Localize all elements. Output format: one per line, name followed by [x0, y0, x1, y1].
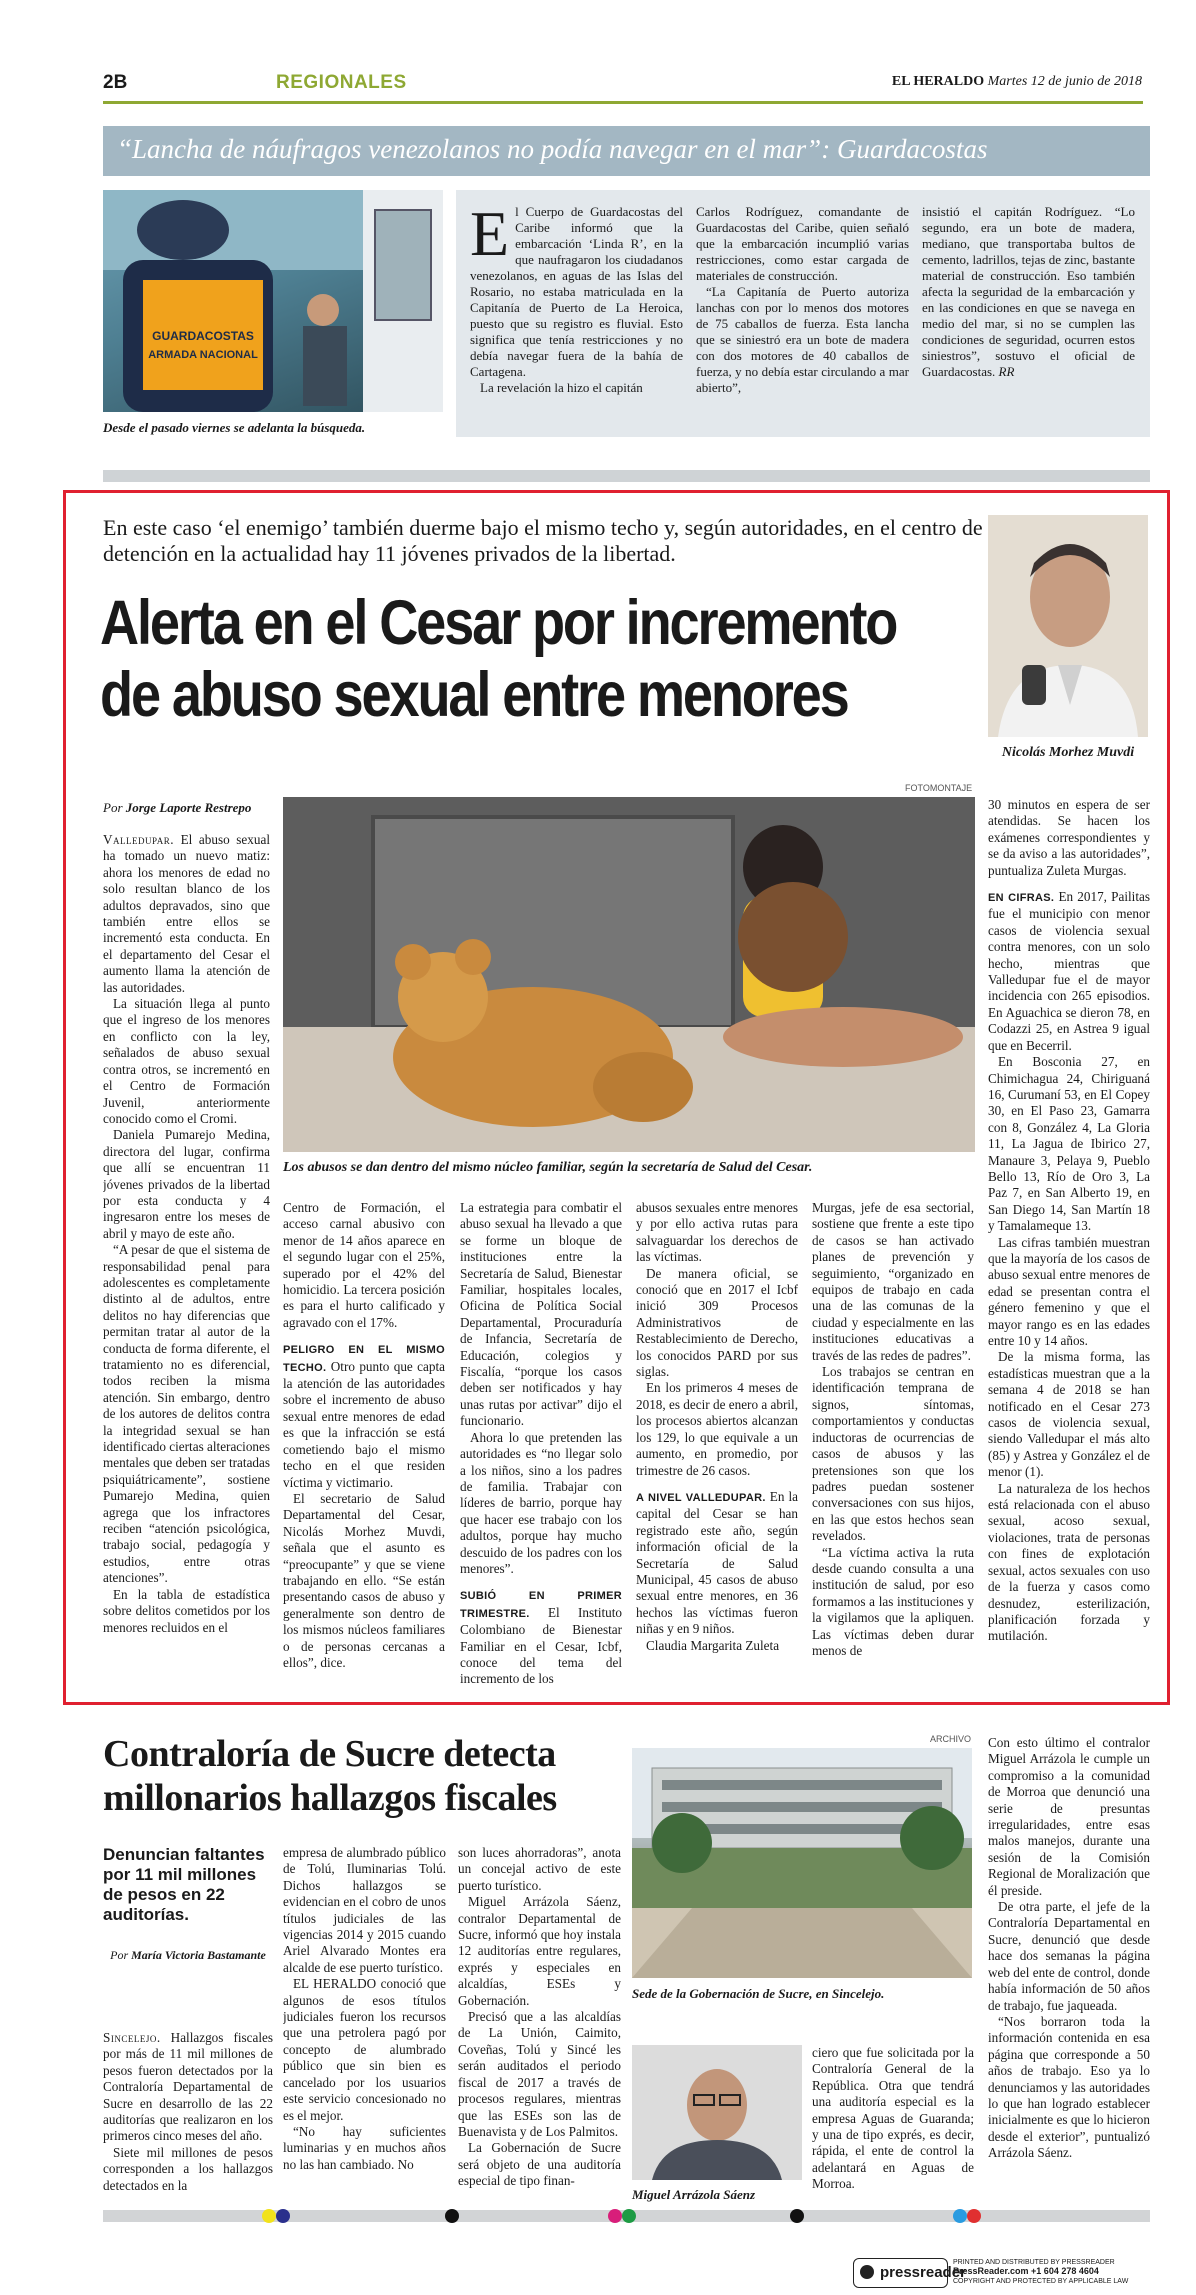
paper-name: EL HERALDO: [891, 74, 985, 89]
story3-c2-p3: “No hay suficientes luminarias y en muchos años no las han cambiado. No: [283, 2123, 446, 2172]
story3-column-2: [283, 1845, 446, 2200]
story2-column-4: [636, 1200, 798, 1694]
story2-photo-credit: FOTOMONTAJE: [905, 783, 973, 793]
story2-portrait: [988, 515, 1148, 737]
story3-c4-p1: ciero que fue solicitada por la Contraloría General de la República. Otra que tendrá una auditoría especial es la empresa Aguas de Guaranda; y una de tipo exprés, es decir, rápida, el ente de control la adelantará en Aguas de Morroa.: [812, 2045, 974, 2192]
story2-c1-p1: El abuso sexual ha tomado un nuevo matiz: ahora los menores de edad no solo resultan blanco de los adultos depravados, sino que también entre ellos se incrementó esta conducta. En el departamento del Cesar el aumento llama la atención de las autoridades.: [103, 832, 270, 995]
story1-text-box: [456, 190, 1150, 437]
story2-c4-p1: abusos sexuales entre menores y por ello activa rutas para salvaguardar los derechos de las víctimas.: [636, 1200, 798, 1265]
story2-c1-p3: Daniela Pumarejo Medina, directora del lugar, confirma que allí se encuentran 11 jóvenes privados de la libertad por esta conducta y 4 ingresaron entre los meses de abril y mayo de este año.: [103, 1127, 270, 1241]
story3-column-3: [458, 1845, 621, 2200]
story2-c1-p2: La situación llega al punto que el ingreso de los menores en conflicto con la ley, señalados de abuso sexual contra otros, se incrementó en el Centro de Formación Juvenil, anteriormente conocido como el Cromi.: [103, 996, 270, 1126]
byline-prefix: Por: [103, 800, 123, 815]
story2-c6-p5: De la misma forma, las estadísticas muestran que a la semana 4 de 2018 se han notificado en el Cesar 273 casos de violencia sexual, siendo Valledupar el más alto (85) y Astrea y González el de menor (1).: [988, 1349, 1150, 1480]
story3-headline: [103, 1732, 643, 1820]
story2-column-1: [103, 832, 270, 1694]
story3-headline-line1: Contraloría de Sucre detecta: [103, 1733, 556, 1775]
story3-c3-p4: La Gobernación de Sucre será objeto de una auditoría especial de tipo finan-: [458, 2140, 621, 2189]
registration-mark-green: [622, 2209, 636, 2223]
story2-c3-p3: El Instituto Colombiano de Bienestar Familiar en el Cesar, Icbf, conoce del tema del incremento de los: [460, 1604, 622, 1687]
story2-c1-p4: “A pesar de que el sistema de responsabilidad penal para adolescentes es completamente distinto al de adultos, entre delitos no hay diferencias que permitan tratar al autor de la conducta de forma diferente, el tratamiento no es diferencial, todos reciben la misma atención. Sin embargo, dentro de los autores de delitos contra la integridad sexual se han identificado ciertas alteraciones mentales que deben ser tratadas psiquiátricamente”, sostiene Pumarejo Medina, quien agrega que los infractores reciben “atención psicológica, trabajo social, pedagogía y estudios, entre otras atenciones”.: [103, 1242, 270, 1586]
story2-c4-p3: En los primeros 4 meses de 2018, es decir de enero a abril, los procesos abiertos alcanzan los 129, lo que equivale a un aumento, en promedio, por trimestre de 26 casos.: [636, 1380, 798, 1478]
story2-deck: En este caso ‘el enemigo’ también duerme bajo el mismo techo y, según autoridades, en el centro de detención en la actualidad hay 11 jóvenes privados de la libertad.: [103, 515, 983, 566]
portrait-illustration: [988, 515, 1148, 737]
dateline: Sincelejo.: [103, 2030, 161, 2045]
issue-date: Martes 12 de junio de 2018: [987, 74, 1142, 89]
story1-headline: “Lancha de náufragos venezolanos no podía navegar en el mar”: Guardacostas: [103, 126, 1150, 176]
story2-c4-p2: De manera oficial, se conoció que en 2017 el Icbf inició 309 Procesos Administrativos de Restablecimiento de Derecho, los conocidos PARD por sus siglas.: [636, 1265, 798, 1380]
registration-mark-red: [967, 2209, 981, 2223]
pressreader-line1: PRINTED AND DISTRIBUTED BY PRESSREADER: [953, 2259, 1115, 2266]
story2-c6-p4: Las cifras también muestran que la mayoría de los casos de abuso sexual entre menores de edad se presentan contra el género femenino y que el mayor rango es en las edades entre 10 y 14 años.: [988, 1234, 1150, 1348]
story2-photo-caption: Los abusos se dan dentro del mismo núcleo familiar, según la secretaría de Salud del Cesar.: [283, 1160, 813, 1175]
story2-column-5: [812, 1200, 974, 1694]
story1-photo-caption: Desde el pasado viernes se adelanta la búsqueda.: [103, 420, 366, 435]
story2-c2-p3: El secretario de Salud Departamental del Cesar, Nicolás Morhez Muvdi, señala que el asunto es “preocupante” y que se viene trabajando en ello. “Se están presentando casos de abuso y generalmente son dentro de los mismos núcleos familiares o de personas cercanas a ellos”, dice.: [283, 1490, 445, 1670]
pressreader-line3: COPYRIGHT AND PROTECTED BY APPLICABLE LAW: [953, 2278, 1129, 2285]
official-portrait-illustration: [632, 2045, 802, 2180]
story2-c4-p4: En la capital del Cesar se han registrado este año, según información oficial de la Secretaría de Salud Municipal, 45 casos de abuso sexual entre menores, en 36 hechos las víctimas fueron niñas y en 9 niños.: [636, 1488, 798, 1637]
story1-column-2: [696, 204, 909, 396]
story2-column-2: [283, 1200, 445, 1694]
subhead-valledupar: A NIVEL VALLEDUPAR.: [636, 1491, 766, 1504]
story2-c5-p2: Los trabajos se centran en identificación temprana de signos, síntomas, comportamientos y conductas inductoras de ocurrencias de casos de abusos y las pretensiones son que los padres puedan sostener conversaciones con sus hijos, en las que estos hechos sean revelados.: [812, 1364, 974, 1544]
pressreader-notice: [953, 2258, 1153, 2286]
section-name: REGIONALES: [276, 72, 407, 93]
story1-column-1: [470, 198, 683, 396]
byline-prefix: Por: [110, 1948, 129, 1962]
story2-c5-p3: “La víctima activa la ruta desde cuando consulta a una institución de salud, por eso formamos a las instituciones y la vigilamos que la apliquen. Las víctimas deben durar menos de: [812, 1544, 974, 1658]
story2-headline-line2: de abuso sexual entre menores: [100, 660, 848, 730]
story3-c3-p1: son luces ahorradoras”, anota un concejal activo de este puerto turístico.: [458, 1845, 621, 1893]
story2-headline: [100, 587, 897, 731]
story1-col1-text-b: La revelación la hizo el capitán: [480, 380, 643, 395]
subhead-subio: SUBIÓ EN PRIMER TRIMESTRE.: [460, 1590, 622, 1620]
story2-c6-p2: En 2017, Pailitas fue el municipio con menor casos de violencia sexual contra menores, con un solo hecho, mientras que Valledupar fue el de mayor incidencia con 265 episodios. En Aguachica se dieron 78, en Codazzi 25, en Astrea 9 igual que en Becerril.: [988, 889, 1150, 1053]
story2-column-3: [460, 1200, 622, 1694]
page-number: 2B: [103, 72, 128, 93]
teddy-bear-illustration: [283, 797, 975, 1152]
subhead-cifras: EN CIFRAS.: [988, 892, 1055, 905]
story3-column-5: [988, 1735, 1150, 2200]
registration-mark-magenta: [608, 2209, 622, 2223]
byline-author: Jorge Laporte Restrepo: [125, 800, 252, 815]
story2-column-6: [988, 797, 1150, 1694]
story2-c3-p2: Ahora lo que pretenden las autoridades es “no llegar solo a los niños, sino a los padres de familia. Trabajar con líderes de barrio, porque hay que hacer ese trabajo con los adultos, porque hay mucho descuido de los padres con los menores”.: [460, 1429, 622, 1576]
story2-c6-p6: La naturaleza de los hechos está relacionada con el abuso sexual, acoso sexual, violaciones, trata de personas con fines de explotación sexual, actos sexuales con uso de la fuerza y casos como desnudez, esterilización, planificación forzada y mutilación.: [988, 1480, 1150, 1644]
story3-c3-p3: Precisó que a las alcaldías de La Unión, Caimito, Coveñas, Tolú y Sincé les serán auditados el periodo fiscal de 2017 a través de procesos regulares, mientras que las ESEs son las de Buenavista y de Los Palmitos.: [458, 2009, 621, 2139]
story1-photo: [103, 190, 443, 412]
story2-c2-p2: Otro punto que capta la atención de las autoridades sobre el incremento de abuso sexual entre menores de edad es que la infracción se está cometiendo bajo el mismo techo en el que residen víctima y victimario.: [283, 1358, 445, 1490]
pressreader-line2: PressReader.com +1 604 278 4604: [953, 2266, 1099, 2276]
byline-author: María Victoria Bastamante: [131, 1948, 266, 1962]
registration-mark-blue: [276, 2209, 290, 2223]
story3-headline-line2: millonarios hallazgos fiscales: [103, 1777, 557, 1819]
story1-col3-text: insistió el capitán Rodríguez. “Lo segundo, era un bote de madera, mediano, que transportaba bultos de cemento, ladrillos, tejas de zinc, bastante material de construcción. Eso también afecta la seguridad de la embarcación y en las condiciones en que se navega en medio del mar, si no se cumplen las condiciones de seguridad, ocurren estos siniestros”, sostuvo el oficial de Guardacostas.: [922, 204, 1135, 379]
story3-column-1: [103, 2030, 273, 2200]
story2-portrait-caption: Nicolás Morhez Muvdi: [1001, 745, 1135, 760]
pressreader-logo: pressreader: [853, 2258, 948, 2288]
story2-c4-p5: Claudia Margarita Zuleta: [646, 1637, 780, 1653]
story3-column-4: [812, 2045, 974, 2200]
story1-col1-text: l Cuerpo de Guardacostas del Caribe informó que la embarcación ‘Linda R’, en la que naufragaron los ciudadanos venezolanos, en aguas de las Islas del Rosario, no estaba matriculada en la Capitanía de Puerto de La Heroica, puesto que su registro es fluvial. Esto significa que tenía restricciones y no debía navegar fuera de la bahía de Cartagena.: [470, 204, 683, 379]
story3-c2-p1: empresa de alumbrado público de Tolú, Iluminarias Tolú. Dichos hallazgos se evidencian en el cobro de unos títulos judiciales de las vigencias 2014 y 2015 cuando Ariel Alvarado Montes era alcalde de ese puerto turístico.: [283, 1845, 446, 1975]
subhead-peligro: PELIGRO EN EL MISMO TECHO.: [283, 1344, 445, 1374]
story2-c3-p1: La estrategia para combatir el abuso sexual ha llevado a que se forme un bloque de instituciones entre la Secretaría de Salud, Bienestar Familiar, hospitales locales, Oficina de Política Social Departamental, Procuraduría de Infancia, Secretaría de Educación, colegios y Fiscalía, “porque los casos deben ser notificados y hay unas rutas por activar” dijo el funcionario.: [460, 1200, 622, 1429]
registration-mark-yellow: [262, 2209, 276, 2223]
vest-text-line2: ARMADA NACIONAL: [148, 349, 258, 361]
story2-c5-p1: Murgas, jefe de esa sectorial, sostiene que frente a este tipo de casos se han activado planes de prevención y seguimiento, “organizado en equipos de trabajo en cada una de las comunas de la ciudad y especialmente en las instituciones educativas a través de las redes de padres”.: [812, 1200, 974, 1363]
story3-byline: [103, 1948, 273, 1963]
story-separator: [103, 470, 1150, 482]
story3-c5-p2: De otra parte, el jefe de la Contraloría Departamental en Sucre, denunció que desde hace dos semanas la página web del ente de control, donde había información de 50 años de trabajo, fue jaqueada.: [988, 1899, 1150, 2013]
story3-photo-credit: ARCHIVO: [930, 1734, 972, 1744]
story3-c2-p2: EL HERALDO conoció que algunos de esos títulos judiciales fueron los recursos que una petrolera pagó por concepto de alumbrado público que sin bien es cancelado por los usuarios este servicio concesionado no es el mejor.: [283, 1976, 446, 2123]
story1-col2-text: Carlos Rodríguez, comandante de Guardacostas del Caribe, quien señaló que la embarcación incumplió varias restricciones, como estar cargada de materiales de construcción.: [696, 204, 909, 283]
story3-photo-caption: Sede de la Gobernación de Sucre, en Sincelejo.: [632, 1986, 885, 2001]
story1-signature: RR: [998, 364, 1015, 379]
story3-portrait-caption: Miguel Arrázola Sáenz: [632, 2187, 756, 2202]
story3-c1-p1: Hallazgos fiscales por más de 11 mil millones de pesos fueron detectados por la Contraloría Departamental de Sucre en desarrollo de las 22 auditorías que realizaron en los primeros cinco meses del año.: [103, 2030, 273, 2144]
header-rule: [103, 101, 1143, 104]
story3-c5-p1: Con esto último el contralor Miguel Arrázola le cumple un compromiso a la comunidad de Morroa que denunció una serie de presuntas irregularidades, entre esas malos manejos, durante una sesión de la Comisión Regional de Moralización que él preside.: [988, 1735, 1150, 1898]
masthead: [892, 74, 1142, 90]
registration-mark-cyan: [953, 2209, 967, 2223]
story3-c3-p2: Miguel Arrázola Sáenz, contralor Departamental de Sucre, informó que hoy instala 12 auditorías entre regulares, exprés y especiales en alcaldías, ESEs y Gobernación.: [458, 1894, 621, 2008]
story2-byline: [103, 800, 251, 816]
story2-c6-p1: 30 minutos en espera de ser atendidas. Se hacen los exámenes correspondientes y se da aviso a las autoridades”, puntualiza Zuleta Murgas.: [988, 797, 1150, 878]
story1-column-3: [922, 204, 1135, 380]
story2-photo: [283, 797, 975, 1152]
story3-c1-p2: Siete mil millones de pesos corresponden a los hallazgos detectados en la: [103, 2144, 273, 2193]
story2-c2-p1: Centro de Formación, el acceso carnal abusivo con menor de 14 años aparece en el segundo lugar con el 25%, superado por el 42% del homicidio. La tercera posición es para el hurto calificado y agravado con el 17%.: [283, 1200, 445, 1330]
story2-headline-line1: Alerta en el Cesar por incremento: [100, 588, 897, 658]
story3-portrait: [632, 2045, 802, 2180]
story3-deck: Denuncian faltantes por 11 mil millones de pesos en 22 auditorías.: [103, 1845, 265, 1924]
story2-c1-p5: En la tabla de estadística sobre delitos cometidos por los menores recluidos en el: [103, 1586, 270, 1635]
building-illustration: [632, 1748, 972, 1978]
story3-c5-p3: “Nos borraron toda la información contenida en esa página que corresponde a 50 años de trabajo. Eso ya lo denunciamos y las autoridades lo que han logrado establecer inicialmente es que lo hicieron desde el exterior”, puntualizó Arrázola Sáenz.: [988, 2013, 1150, 2161]
coast-guard-illustration: [103, 190, 443, 412]
registration-mark-black: [445, 2209, 459, 2223]
vest-text-line1: GUARDACOSTAS: [152, 329, 254, 343]
drop-cap: E: [470, 198, 510, 269]
story1-col2-text-b: “La Capitanía de Puerto autoriza lanchas con por lo menos dos motores de 75 caballos de fuerza. Esta lancha que se siniestró era un bote de madera con dos motores de 40 caballos de fuerza, y no debía estar circulando a mar abierto”,: [696, 284, 909, 395]
registration-mark-black: [790, 2209, 804, 2223]
story2-c6-p3: En Bosconia 27, en Chimichagua 24, Chiriguaná 16, Curumaní 53, en El Copey 30, en El Paso 23, Gamarra con 8, González 4, La Gloria 11, La Jagua de Ibirico 27, Manaure 3, Pelaya 9, Pueblo Bello 13, Río de Oro 3, La Paz 7, en San Alberto 19, en San Diego 14, San Martín 18 y Tamalameque 13.: [988, 1054, 1150, 1234]
story3-photo: [632, 1748, 972, 1978]
dateline: Valledupar.: [103, 832, 174, 847]
